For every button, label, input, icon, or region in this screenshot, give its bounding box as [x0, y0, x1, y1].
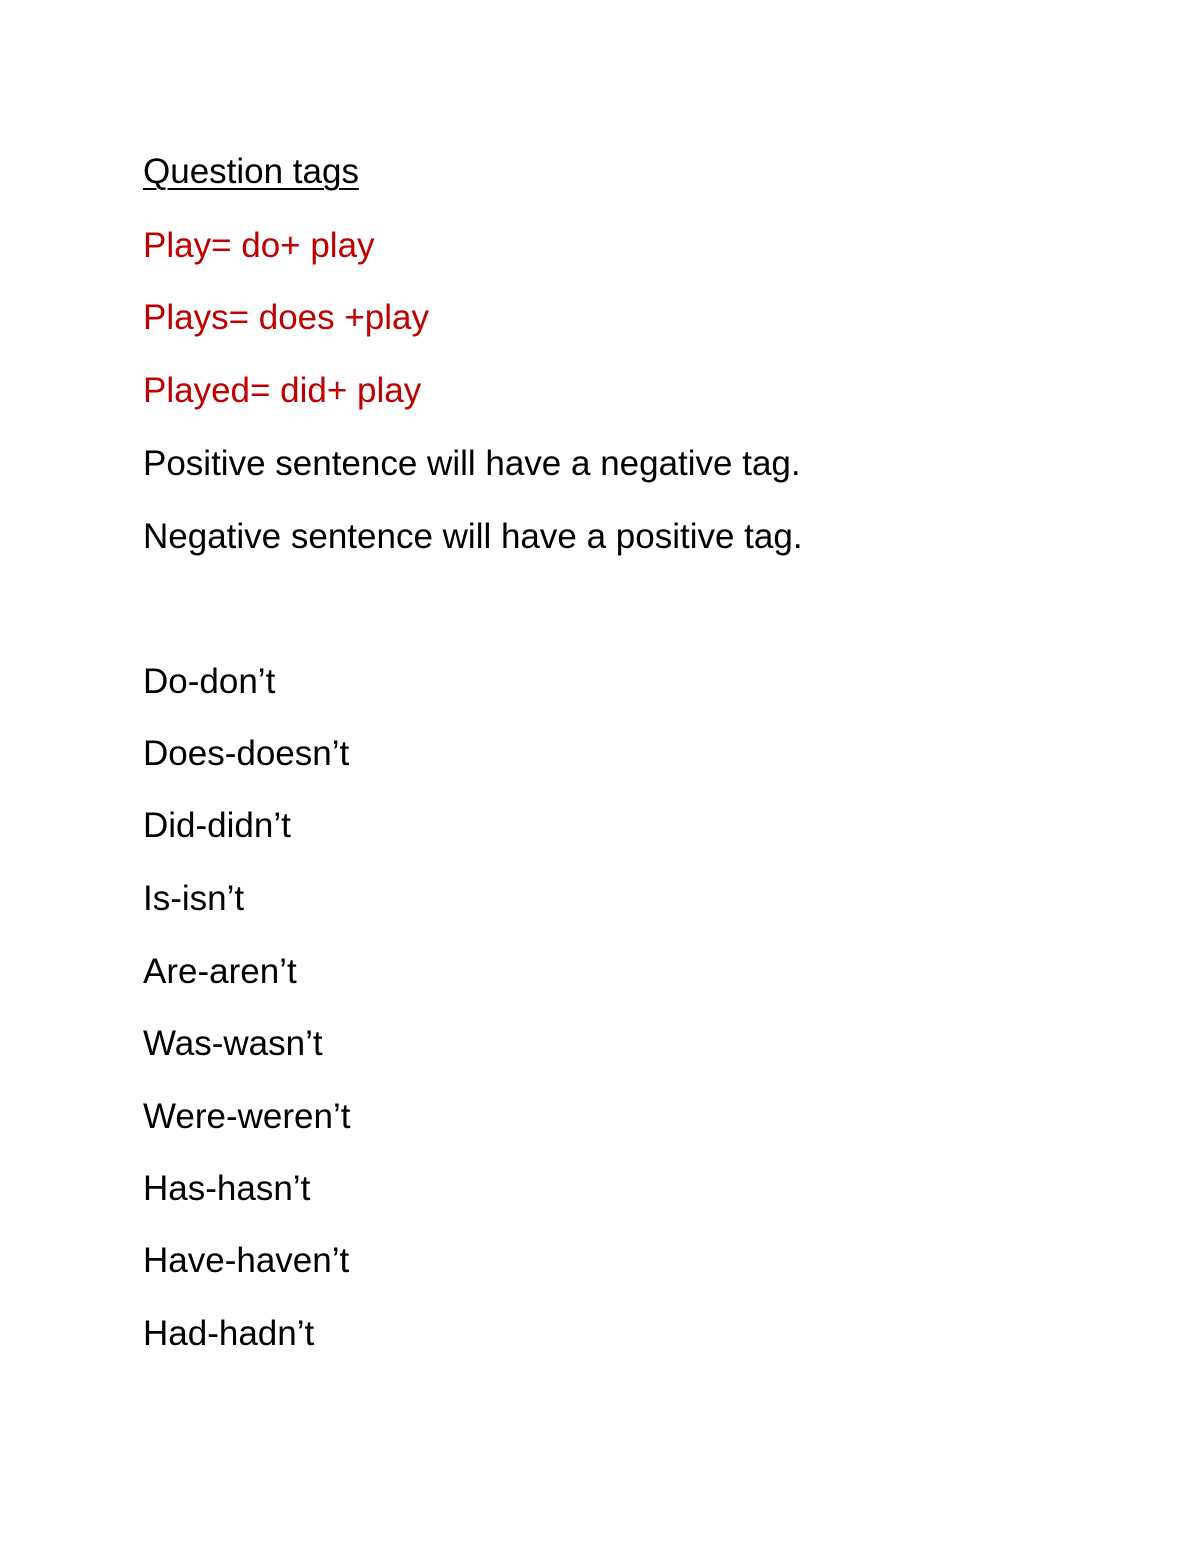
pair-were: Were-weren’t [143, 1097, 351, 1136]
pair-did: Did-didn’t [143, 806, 291, 845]
pair-is: Is-isn’t [143, 879, 245, 918]
pair-does: Does-doesn’t [143, 734, 350, 773]
pair-have: Have-haven’t [143, 1241, 350, 1280]
note-positive-sentence: Positive sentence will have a negative tag. [143, 444, 801, 483]
rule-line-played: Played= did+ play [143, 371, 422, 410]
page-title: Question tags [143, 152, 359, 191]
pair-has: Has-hasn’t [143, 1169, 311, 1208]
note-negative-sentence: Negative sentence will have a positive tag. [143, 517, 803, 556]
rule-line-plays: Plays= does +play [143, 298, 430, 337]
pair-had: Had-hadn’t [143, 1314, 315, 1353]
pair-do: Do-don’t [143, 662, 276, 701]
rule-line-play: Play= do+ play [143, 226, 375, 265]
pair-are: Are-aren’t [143, 952, 297, 991]
pair-was: Was-wasn’t [143, 1024, 323, 1063]
